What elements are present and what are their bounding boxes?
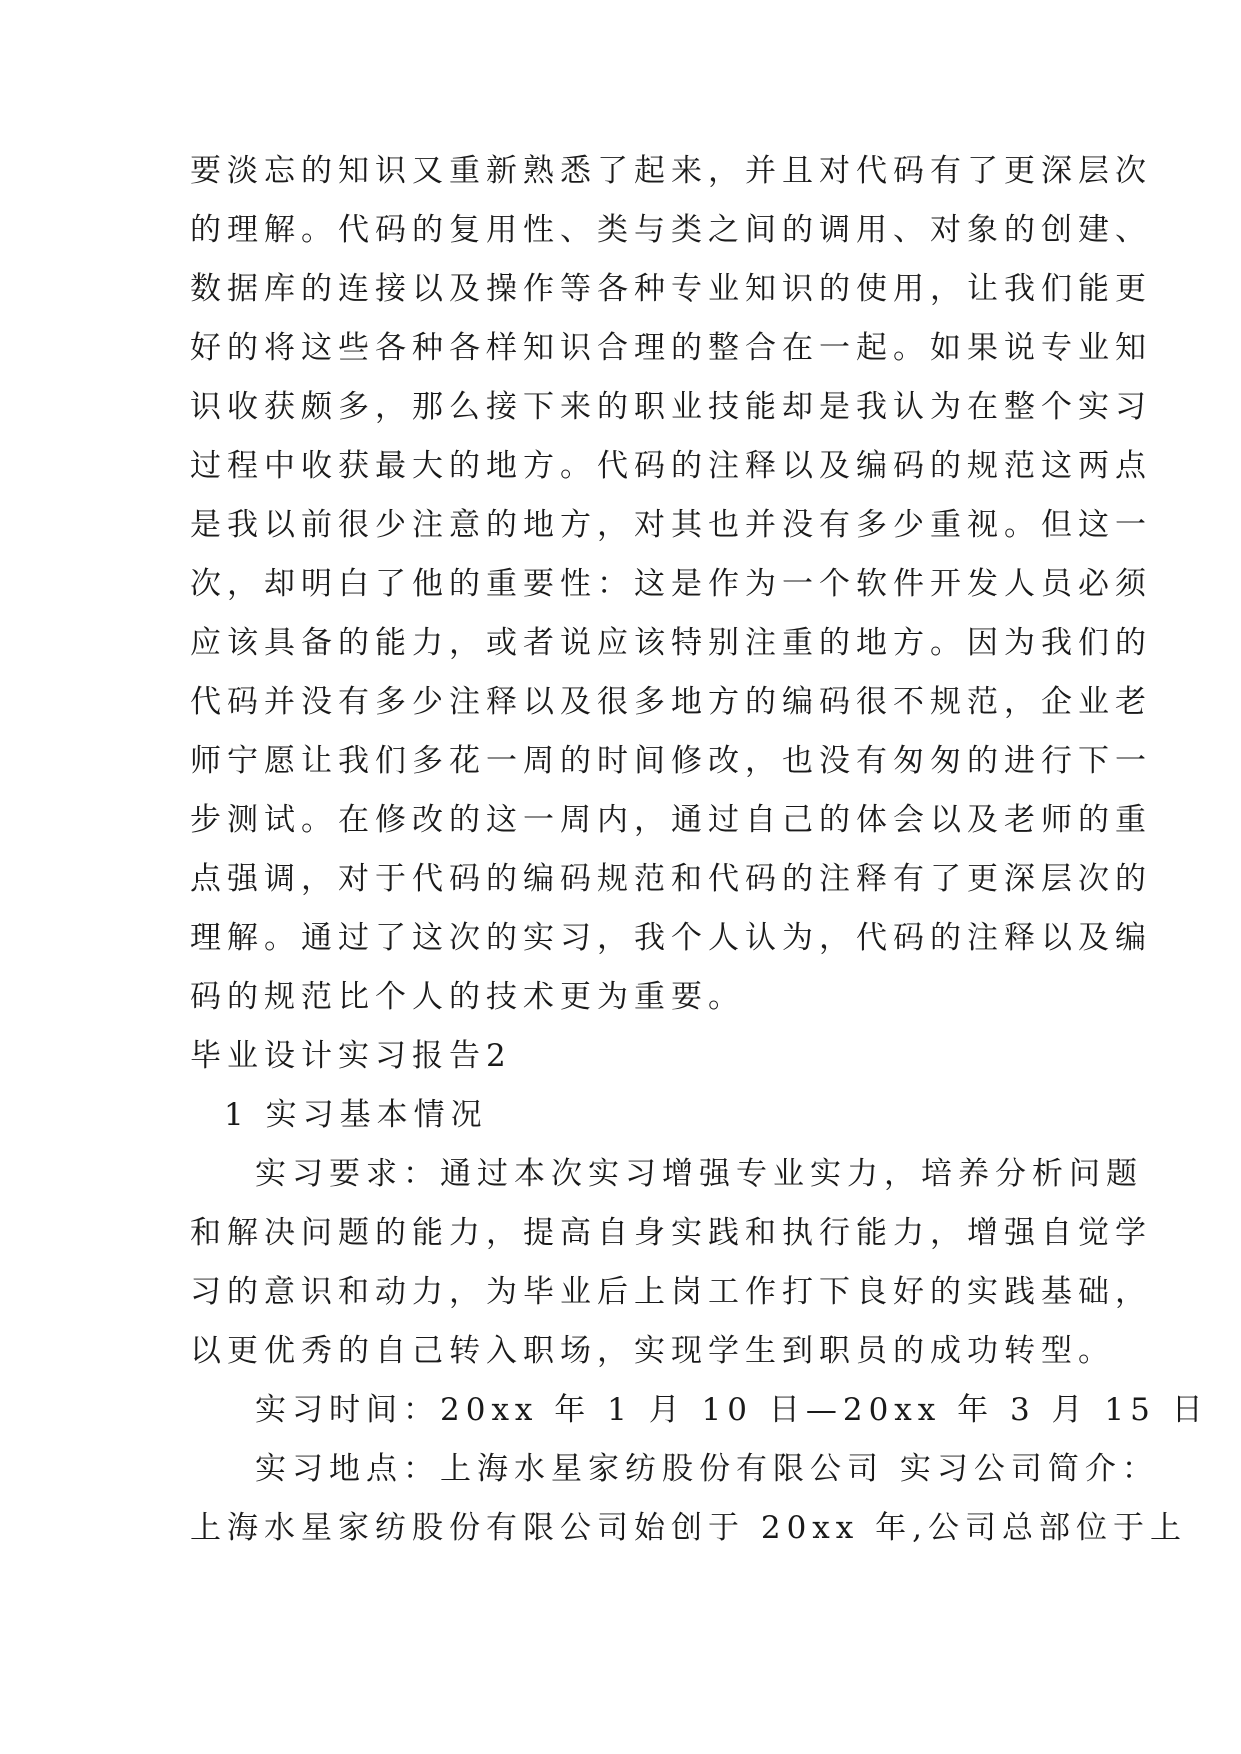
- requirements-line: 和解决问题的能力，提高自身实践和执行能力，增强自觉学: [190, 1215, 1152, 1251]
- section-title: 毕业设计实习报告2: [190, 1038, 512, 1074]
- paragraph-line: 要淡忘的知识又重新熟悉了起来，并且对代码有了更深层次: [190, 153, 1152, 189]
- paragraph-line: 是我以前很少注意的地方，对其也并没有多少重视。但这一: [190, 507, 1152, 543]
- paragraph-line: 步测试。在修改的这一周内，通过自己的体会以及老师的重: [190, 802, 1152, 838]
- paragraph-line: 好的将这些各种各样知识合理的整合在一起。如果说专业知: [190, 330, 1152, 366]
- subsection-title: 1 实习基本情况: [224, 1097, 488, 1133]
- paragraph-line: 师宁愿让我们多花一周的时间修改，也没有匆匆的进行下一: [190, 743, 1152, 779]
- company-intro-line: 上海水星家纺股份有限公司始创于 20xx 年,公司总部位于上: [190, 1510, 1187, 1546]
- requirements-line: 实习要求：通过本次实习增强专业实力，培养分析问题: [255, 1156, 1143, 1192]
- paragraph-line: 次，却明白了他的重要性：这是作为一个软件开发人员必须: [190, 566, 1152, 602]
- internship-place: 实习地点：上海水星家纺股份有限公司 实习公司简介：: [255, 1451, 1159, 1487]
- paragraph-line: 理解。通过了这次的实习，我个人认为，代码的注释以及编: [190, 920, 1152, 956]
- paragraph-line: 码的规范比个人的技术更为重要。: [190, 979, 745, 1015]
- requirements-line: 习的意识和动力，为毕业后上岗工作打下良好的实践基础，: [190, 1274, 1152, 1310]
- paragraph-line: 代码并没有多少注释以及很多地方的编码很不规范，企业老: [190, 684, 1152, 720]
- paragraph-line: 识收获颇多，那么接下来的职业技能却是我认为在整个实习: [190, 389, 1152, 425]
- internship-time: 实习时间：20xx 年 1 月 10 日—20xx 年 3 月 15 日: [255, 1392, 1209, 1428]
- paragraph-line: 的理解。代码的复用性、类与类之间的调用、对象的创建、: [190, 212, 1152, 248]
- paragraph-line: 点强调，对于代码的编码规范和代码的注释有了更深层次的: [190, 861, 1152, 897]
- paragraph-line: 数据库的连接以及操作等各种专业知识的使用，让我们能更: [190, 271, 1152, 307]
- requirements-line: 以更优秀的自己转入职场，实现学生到职员的成功转型。: [190, 1333, 1115, 1369]
- paragraph-line: 应该具备的能力，或者说应该特别注重的地方。因为我们的: [190, 625, 1152, 661]
- paragraph-line: 过程中收获最大的地方。代码的注释以及编码的规范这两点: [190, 448, 1152, 484]
